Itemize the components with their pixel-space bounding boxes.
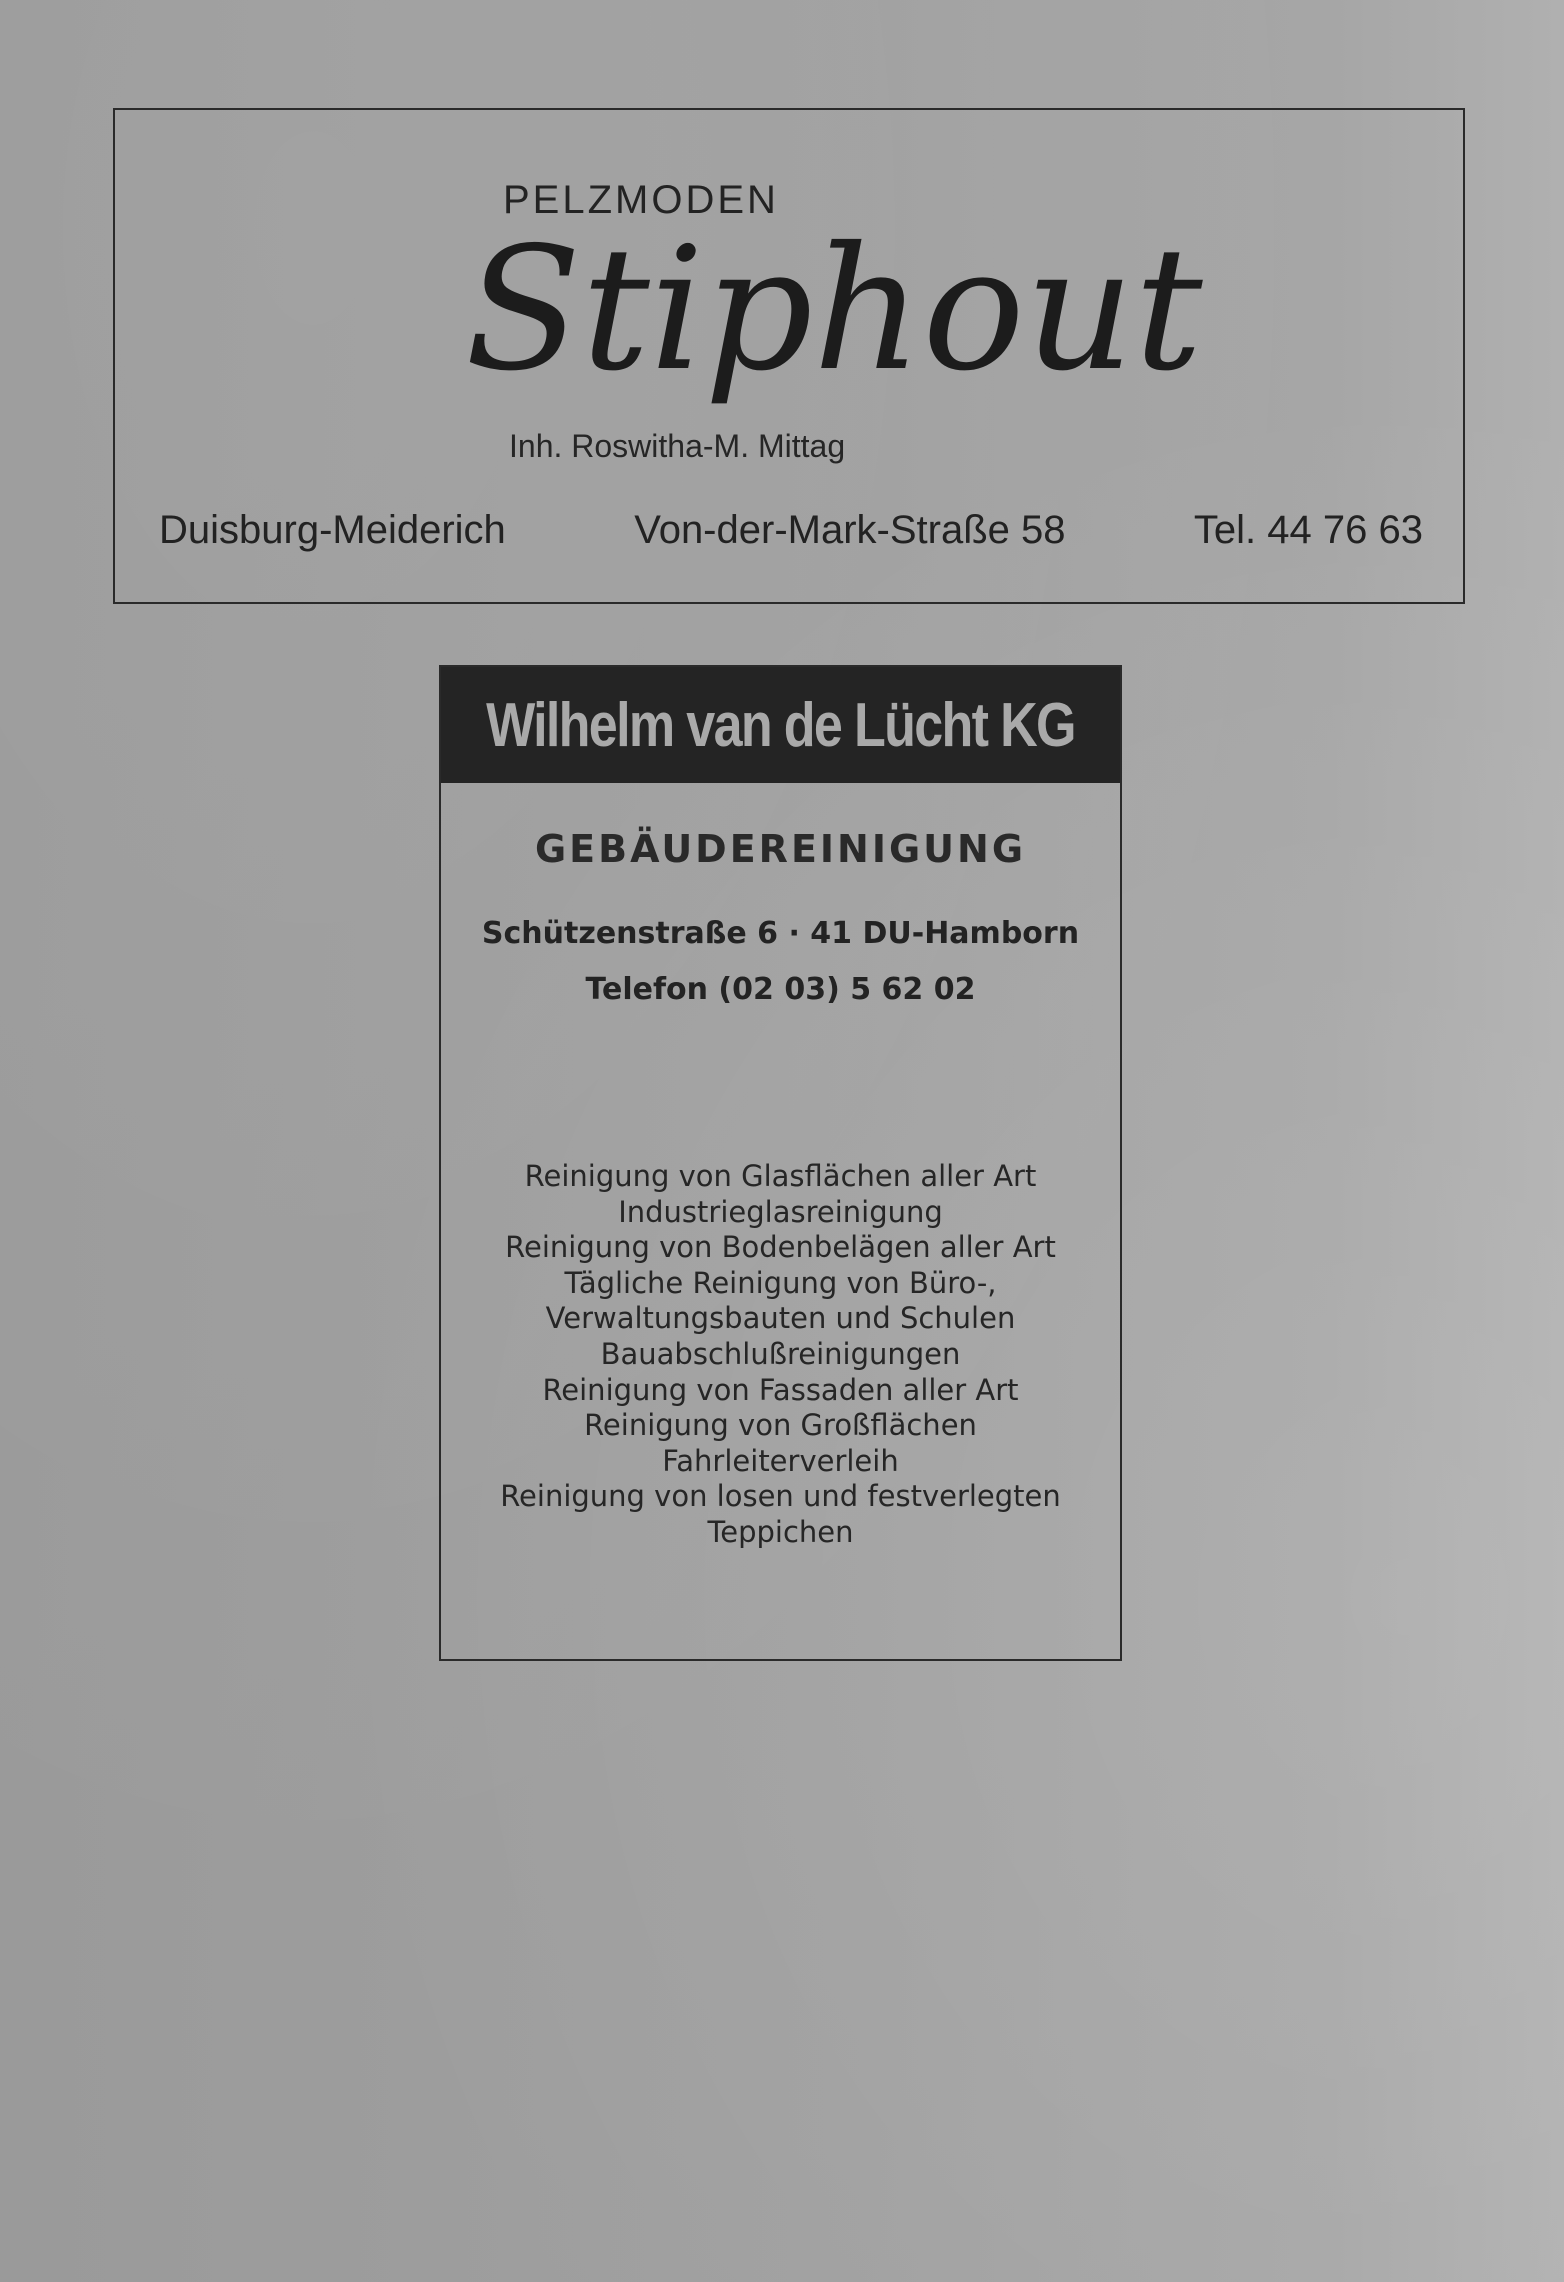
service-item: Reinigung von Glasflächen aller Art bbox=[524, 1159, 1037, 1193]
services-list bbox=[441, 1159, 1120, 1551]
service-item: Verwaltungsbauten und Schulen bbox=[545, 1301, 1016, 1336]
ad-kicker: PELZMODEN bbox=[503, 178, 779, 222]
service-item: Bauabschlußreinigungen bbox=[600, 1336, 961, 1371]
company-address: Schützenstraße 6 · 41 DU-Hamborn bbox=[481, 916, 1080, 951]
stiphout-advertisement bbox=[113, 108, 1465, 604]
logo-wordmark: Stiphout bbox=[465, 211, 1203, 409]
company-banner bbox=[441, 667, 1120, 783]
service-item: Fahrleiterverleih bbox=[662, 1443, 899, 1478]
service-item: Reinigung von losen und festverlegten bbox=[500, 1479, 1061, 1514]
owner-line: Inh. Roswitha-M. Mittag bbox=[509, 428, 846, 464]
city: Duisburg-Meiderich bbox=[159, 508, 506, 552]
stiphout-logo bbox=[455, 211, 1235, 428]
luecht-advertisement bbox=[439, 665, 1122, 1661]
company-phone: Telefon (02 03) 5 62 02 bbox=[585, 972, 976, 1007]
company-name: Wilhelm van de Lücht KG bbox=[486, 690, 1075, 760]
street-address: Von-der-Mark-Straße 58 bbox=[634, 508, 1066, 552]
service-item: Tägliche Reinigung von Büro-, bbox=[564, 1265, 997, 1300]
service-item: Reinigung von Großflächen bbox=[584, 1408, 977, 1443]
service-item: Teppichen bbox=[707, 1514, 854, 1549]
service-item: Reinigung von Bodenbelägen aller Art bbox=[505, 1230, 1056, 1265]
service-heading: GEBÄUDEREINIGUNG bbox=[534, 827, 1027, 871]
address-line bbox=[159, 508, 1423, 553]
phone-number: Tel. 44 76 63 bbox=[1193, 508, 1423, 552]
service-item: Industrieglasreinigung bbox=[618, 1194, 943, 1229]
service-item: Reinigung von Fassaden aller Art bbox=[542, 1372, 1019, 1407]
